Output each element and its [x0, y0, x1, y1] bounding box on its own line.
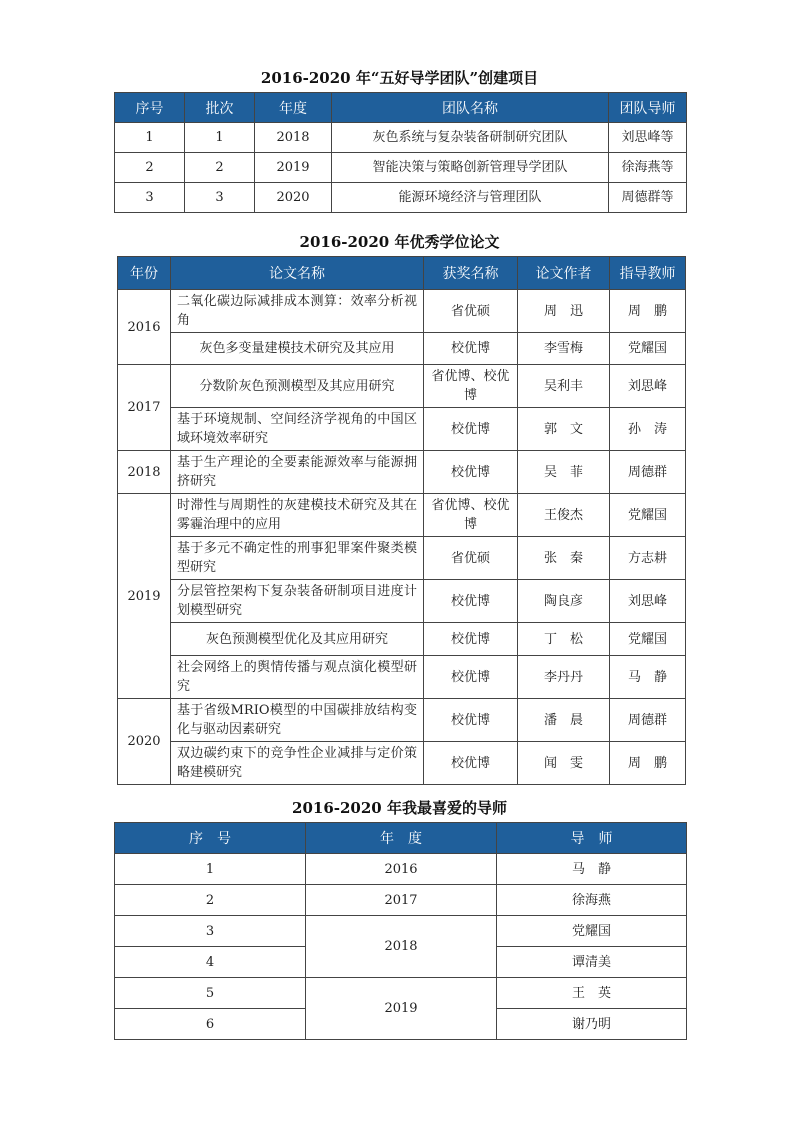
theses-section-title: 2016-2020 年优秀学位论文 — [299, 233, 500, 251]
teams-table — [114, 92, 687, 213]
thesis-author: 李雪梅 — [518, 333, 610, 365]
thesis-year: 2018 — [118, 451, 171, 494]
table-row — [118, 408, 686, 451]
thesis-title: 灰色预测模型优化及其应用研究 — [171, 623, 424, 656]
table-row — [115, 978, 687, 1009]
thesis-title: 基于多元不确定性的刑事犯罪案件聚类模型研究 — [171, 537, 424, 580]
table-row — [118, 699, 686, 742]
mentor-year: 2019 — [306, 978, 497, 1040]
team-mentor: 徐海燕等 — [609, 153, 687, 183]
table-row — [118, 656, 686, 699]
thesis-award: 校优博 — [424, 333, 518, 365]
table-row — [118, 451, 686, 494]
mentor-name: 徐海燕 — [497, 885, 687, 916]
thesis-title: 灰色多变量建模技术研究及其应用 — [171, 333, 424, 365]
thesis-advisor: 刘思峰 — [610, 365, 686, 408]
table-row — [118, 365, 686, 408]
thesis-author: 丁 松 — [518, 623, 610, 656]
mentor-no: 1 — [115, 854, 306, 885]
team-year: 2020 — [255, 183, 332, 213]
thesis-award: 校优博 — [424, 699, 518, 742]
thesis-title: 分层管控架构下复杂装备研制项目进度计划模型研究 — [171, 580, 424, 623]
team-name: 灰色系统与复杂装备研制研究团队 — [332, 123, 609, 153]
thesis-advisor: 方志耕 — [610, 537, 686, 580]
table-row — [118, 494, 686, 537]
mentors-section-title: 2016-2020 年我最喜爱的导师 — [292, 799, 507, 817]
thesis-advisor: 周 鹏 — [610, 290, 686, 333]
mentor-name: 党耀国 — [497, 916, 687, 947]
thesis-award: 省优硕 — [424, 537, 518, 580]
table-row — [115, 123, 687, 153]
header-award: 获奖名称 — [424, 257, 518, 290]
thesis-award: 省优硕 — [424, 290, 518, 333]
thesis-author: 周 迅 — [518, 290, 610, 333]
team-no: 2 — [115, 153, 185, 183]
mentors-table — [114, 822, 687, 1040]
table-row — [118, 742, 686, 785]
thesis-author: 郭 文 — [518, 408, 610, 451]
header-year: 年 度 — [306, 823, 497, 854]
team-name: 智能决策与策略创新管理导学团队 — [332, 153, 609, 183]
header-no: 序号 — [115, 93, 185, 123]
thesis-advisor: 周德群 — [610, 699, 686, 742]
thesis-advisor: 党耀国 — [610, 623, 686, 656]
mentor-year: 2017 — [306, 885, 497, 916]
thesis-advisor: 孙 涛 — [610, 408, 686, 451]
thesis-advisor: 党耀国 — [610, 333, 686, 365]
thesis-year: 2017 — [118, 365, 171, 451]
header-no: 序 号 — [115, 823, 306, 854]
team-year: 2018 — [255, 123, 332, 153]
thesis-year: 2020 — [118, 699, 171, 785]
table-row — [115, 153, 687, 183]
mentor-year: 2016 — [306, 854, 497, 885]
thesis-advisor: 周德群 — [610, 451, 686, 494]
thesis-title: 基于生产理论的全要素能源效率与能源拥挤研究 — [171, 451, 424, 494]
team-no: 1 — [115, 123, 185, 153]
thesis-award: 校优博 — [424, 623, 518, 656]
thesis-advisor: 刘思峰 — [610, 580, 686, 623]
thesis-advisor: 马 静 — [610, 656, 686, 699]
mentor-year: 2018 — [306, 916, 497, 978]
thesis-title: 基于环境规制、空间经济学视角的中国区域环境效率研究 — [171, 408, 424, 451]
theses-header-row — [118, 257, 686, 290]
thesis-title: 分数阶灰色预测模型及其应用研究 — [171, 365, 424, 408]
header-thesis-title: 论文名称 — [171, 257, 424, 290]
thesis-award: 校优博 — [424, 408, 518, 451]
team-mentor: 刘思峰等 — [609, 123, 687, 153]
theses-table — [117, 256, 686, 785]
header-year: 年份 — [118, 257, 171, 290]
thesis-title: 基于省级MRIO模型的中国碳排放结构变化与驱动因素研究 — [171, 699, 424, 742]
thesis-advisor: 党耀国 — [610, 494, 686, 537]
team-batch: 1 — [185, 123, 255, 153]
thesis-author: 王俊杰 — [518, 494, 610, 537]
mentor-no: 6 — [115, 1009, 306, 1040]
header-year: 年度 — [255, 93, 332, 123]
thesis-award: 校优博 — [424, 742, 518, 785]
thesis-year: 2016 — [118, 290, 171, 365]
team-name: 能源环境经济与管理团队 — [332, 183, 609, 213]
header-team-mentor: 团队导师 — [609, 93, 687, 123]
header-team-name: 团队名称 — [332, 93, 609, 123]
thesis-author: 吴利丰 — [518, 365, 610, 408]
team-year: 2019 — [255, 153, 332, 183]
team-batch: 3 — [185, 183, 255, 213]
team-batch: 2 — [185, 153, 255, 183]
table-row — [115, 916, 687, 947]
mentor-name: 谭清美 — [497, 947, 687, 978]
mentor-name: 谢乃明 — [497, 1009, 687, 1040]
mentor-no: 5 — [115, 978, 306, 1009]
mentor-name: 王 英 — [497, 978, 687, 1009]
mentor-name: 马 静 — [497, 854, 687, 885]
thesis-author: 吴 菲 — [518, 451, 610, 494]
thesis-title: 时滞性与周期性的灰建模技术研究及其在雾霾治理中的应用 — [171, 494, 424, 537]
table-row — [118, 537, 686, 580]
thesis-title: 双边碳约束下的竞争性企业减排与定价策略建模研究 — [171, 742, 424, 785]
thesis-award: 校优博 — [424, 656, 518, 699]
mentor-no: 3 — [115, 916, 306, 947]
thesis-award: 校优博 — [424, 451, 518, 494]
header-advisor: 指导教师 — [610, 257, 686, 290]
table-row — [118, 290, 686, 333]
table-row — [115, 183, 687, 213]
team-no: 3 — [115, 183, 185, 213]
thesis-author: 陶良彦 — [518, 580, 610, 623]
thesis-author: 张 秦 — [518, 537, 610, 580]
table-row — [118, 333, 686, 365]
thesis-title: 二氧化碳边际减排成本测算：效率分析视角 — [171, 290, 424, 333]
thesis-award: 省优博、校优博 — [424, 365, 518, 408]
team-mentor: 周德群等 — [609, 183, 687, 213]
mentor-no: 4 — [115, 947, 306, 978]
thesis-title: 社会网络上的舆情传播与观点演化模型研究 — [171, 656, 424, 699]
thesis-advisor: 周 鹏 — [610, 742, 686, 785]
thesis-author: 潘 晨 — [518, 699, 610, 742]
header-mentor: 导 师 — [497, 823, 687, 854]
teams-section-title: 2016-2020 年“五好导学团队”创建项目 — [260, 69, 539, 87]
thesis-year: 2019 — [118, 494, 171, 699]
header-batch: 批次 — [185, 93, 255, 123]
thesis-author: 闻 雯 — [518, 742, 610, 785]
header-author: 论文作者 — [518, 257, 610, 290]
thesis-award: 省优博、校优博 — [424, 494, 518, 537]
table-row — [118, 580, 686, 623]
mentor-no: 2 — [115, 885, 306, 916]
teams-header-row — [115, 93, 687, 123]
thesis-author: 李丹丹 — [518, 656, 610, 699]
mentors-header-row — [115, 823, 687, 854]
thesis-award: 校优博 — [424, 580, 518, 623]
table-row — [115, 885, 687, 916]
table-row — [115, 854, 687, 885]
table-row — [118, 623, 686, 656]
